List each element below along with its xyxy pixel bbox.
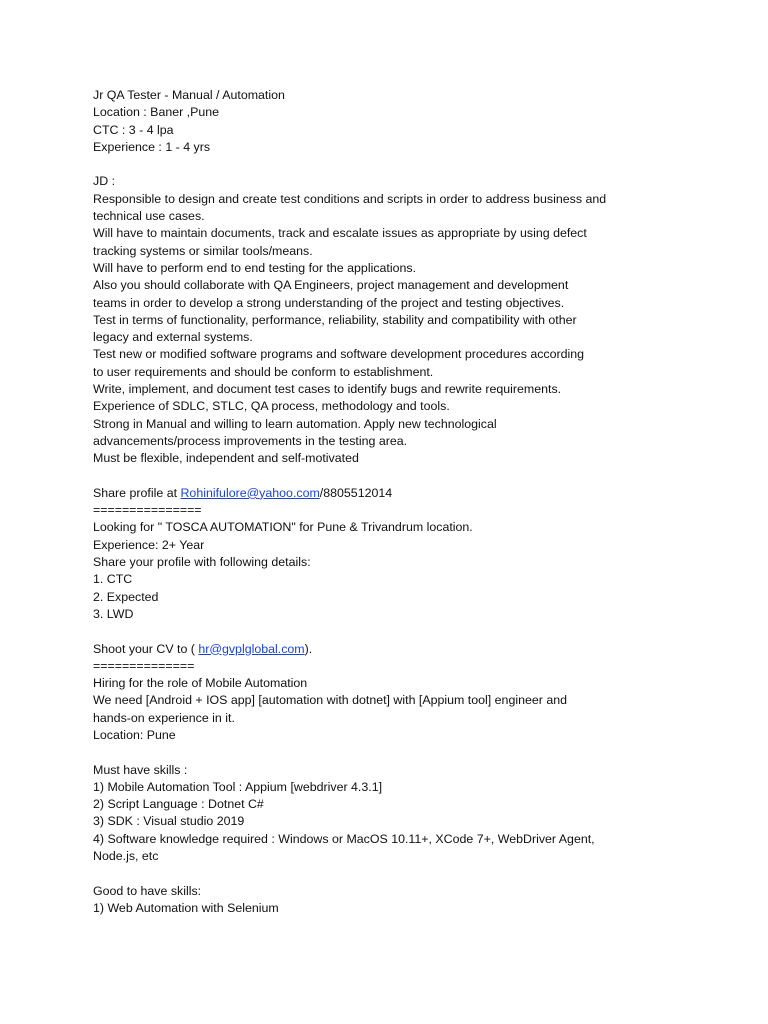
email-link[interactable]: Rohinifulore@yahoo.com [180, 485, 320, 500]
document-body [93, 87, 693, 917]
text-line: Experience : 1 - 4 yrs [93, 139, 211, 154]
text-line: teams in order to develop a strong understanding of the project and testing objectives. [93, 295, 565, 310]
text-line-with-link [93, 641, 693, 658]
link-prefix: Share profile at [93, 485, 181, 500]
text-line: Also you should collaborate with QA Engineers, project management and development [93, 278, 569, 293]
text-line: technical use cases. [93, 209, 205, 224]
text-line: 2. Expected [93, 589, 159, 604]
text-line: Will have to perform end to end testing for the applications. [93, 260, 417, 275]
text-line: Must be flexible, independent and self-motivated [93, 451, 359, 466]
text-line: Experience of SDLC, STLC, QA process, methodology and tools. [93, 399, 450, 414]
text-line-with-link [93, 485, 693, 502]
text-line: 3) SDK : Visual studio 2019 [93, 814, 245, 829]
text-line: ============== [93, 658, 195, 673]
text-line: Location : Baner ,Pune [93, 105, 220, 120]
text-line: Looking for " TOSCA AUTOMATION" for Pune & Trivandrum location. [93, 520, 473, 535]
text-line: Test new or modified software programs and software development procedures according [93, 347, 585, 362]
text-line: Location: Pune [93, 727, 176, 742]
text-line: 1. CTC [93, 572, 133, 587]
text-line: =============== [93, 503, 202, 518]
link-prefix: Shoot your CV to ( [93, 641, 199, 656]
blank-line [93, 468, 693, 485]
text-line: to user requirements and should be conform to establishment. [93, 364, 434, 379]
text-line: Experience: 2+ Year [93, 537, 205, 552]
text-line: Node.js, etc [93, 849, 159, 864]
link-suffix: ). [304, 641, 313, 656]
text-line: legacy and external systems. [93, 330, 253, 345]
blank-line [93, 156, 693, 173]
text-line: 3. LWD [93, 606, 134, 621]
text-line: Share your profile with following details: [93, 555, 311, 570]
text-line: Responsible to design and create test conditions and scripts in order to address business and [93, 191, 607, 206]
text-line: Strong in Manual and willing to learn automation. Apply new technological [93, 416, 497, 431]
text-line: Will have to maintain documents, track and escalate issues as appropriate by using defect [93, 226, 587, 241]
text-line: JD : [93, 174, 116, 189]
text-line: 4) Software knowledge required : Windows or MacOS 10.11+, XCode 7+, WebDriver Agent, [93, 831, 595, 846]
blank-line [93, 865, 693, 882]
text-line: Test in terms of functionality, performance, reliability, stability and compatibility with other [93, 312, 577, 327]
text-line: 2) Script Language : Dotnet C# [93, 797, 264, 812]
text-line: Good to have skills: [93, 883, 202, 898]
text-line: Write, implement, and document test cases to identify bugs and rewrite requirements. [93, 382, 562, 397]
text-line: CTC : 3 - 4 lpa [93, 122, 174, 137]
text-line: Must have skills : [93, 762, 188, 777]
link-suffix: /8805512014 [319, 485, 393, 500]
blank-line [93, 744, 693, 761]
text-line: Hiring for the role of Mobile Automation [93, 676, 308, 691]
text-line: advancements/process improvements in the testing area. [93, 433, 408, 448]
email-link[interactable]: hr@gvplglobal.com [198, 641, 305, 656]
text-line: Jr QA Tester - Manual / Automation [93, 88, 285, 102]
text-line: 1) Web Automation with Selenium [93, 900, 279, 915]
blank-line [93, 623, 693, 640]
text-line: tracking systems or similar tools/means. [93, 243, 313, 258]
text-line: We need [Android + IOS app] [automation with dotnet] with [Appium tool] engineer and [93, 693, 568, 708]
text-line: 1) Mobile Automation Tool : Appium [webdriver 4.3.1] [93, 779, 383, 794]
text-line: hands-on experience in it. [93, 710, 235, 725]
